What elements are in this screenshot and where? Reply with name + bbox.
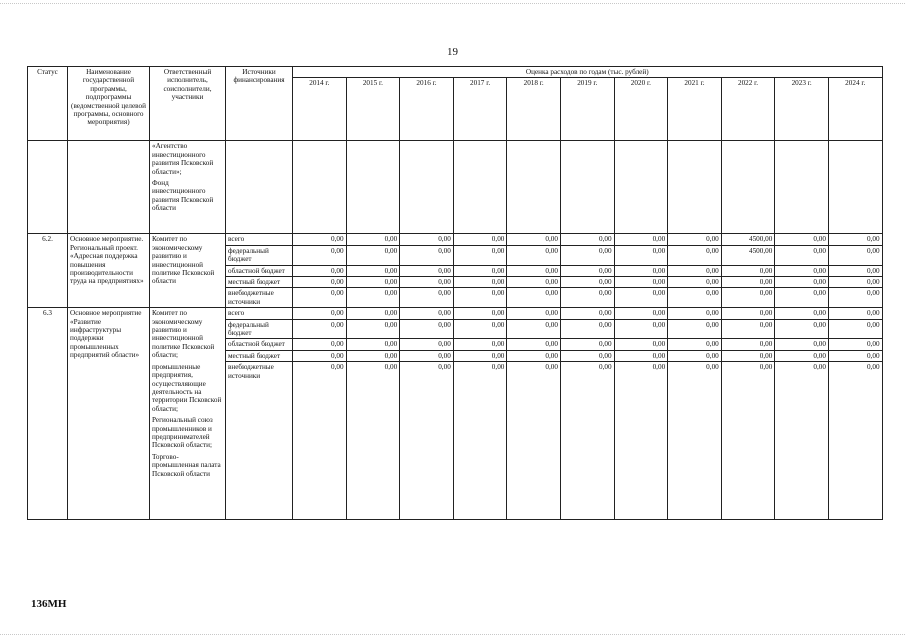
amount-cell: 0,00: [614, 339, 668, 350]
amount-cell: 0,00: [507, 234, 561, 245]
amount-cell: 0,00: [828, 265, 882, 276]
amount-cell: 0,00: [828, 339, 882, 350]
amount-cell: 0,00: [828, 288, 882, 308]
amount-cell: 0,00: [560, 339, 614, 350]
amount-cell: 0,00: [614, 308, 668, 319]
header-executor: Ответственный исполнитель, соисполнители, участники: [150, 67, 226, 141]
amount-cell: 0,00: [293, 234, 347, 245]
funding-source: федеральный бюджет: [226, 245, 293, 265]
amount-cell: 0,00: [614, 350, 668, 361]
participant-text: Региональный союз промышленников и предпринимателей Псковской области;: [152, 416, 213, 450]
header-year: 2015 г.: [346, 78, 400, 141]
scan-artifact-top: [0, 3, 905, 5]
amount-cell: 0,00: [453, 288, 507, 308]
amount-cell: 0,00: [614, 265, 668, 276]
amount-cell: 0,00: [400, 234, 454, 245]
amount-cell: 0,00: [293, 288, 347, 308]
participant-text: «Агентство инвестиционного развития Псковской области»;: [152, 142, 214, 176]
amount-cell: 0,00: [828, 350, 882, 361]
row-status: 6.2.: [28, 234, 68, 308]
amount-cell: 0,00: [400, 308, 454, 319]
amount-cell: 0,00: [453, 308, 507, 319]
amount-cell: 0,00: [668, 234, 722, 245]
amount-cell: 4500,00: [721, 245, 775, 265]
table-header-row: [28, 67, 883, 78]
amount-cell: 0,00: [400, 245, 454, 265]
amount-cell: 0,00: [293, 245, 347, 265]
amount-cell: 0,00: [507, 288, 561, 308]
header-year: 2019 г.: [560, 78, 614, 141]
amount-cell: 0,00: [668, 265, 722, 276]
amount-cell: 0,00: [775, 319, 829, 339]
amount-cell: 0,00: [453, 265, 507, 276]
funding-source: местный бюджет: [226, 350, 293, 361]
row-program-name: Основное мероприятие. Региональный проект. «Адресная поддержка повышения производительности труда на предприятиях»: [68, 234, 150, 308]
amount-cell: 0,00: [775, 308, 829, 319]
amount-cell: 0,00: [560, 234, 614, 245]
amount-cell: 0,00: [560, 265, 614, 276]
table-row: [28, 234, 883, 245]
amount-cell: 0,00: [453, 362, 507, 520]
header-program-name: Наименование государственной программы, подпрограммы (ведомственной целевой программы, основного мероприятия): [68, 67, 150, 141]
row-participants: [150, 234, 226, 308]
amount-cell: 4500,00: [721, 234, 775, 245]
amount-cell: 0,00: [668, 277, 722, 288]
amount-cell: 0,00: [453, 339, 507, 350]
amount-cell: 0,00: [560, 288, 614, 308]
header-year: 2016 г.: [400, 78, 454, 141]
amount-cell: 0,00: [828, 308, 882, 319]
amount-cell: 0,00: [453, 234, 507, 245]
amount-cell: 0,00: [614, 277, 668, 288]
amount-cell: 0,00: [775, 362, 829, 520]
amount-cell: 0,00: [775, 350, 829, 361]
amount-cell: 0,00: [721, 288, 775, 308]
row-participants: [150, 308, 226, 520]
amount-cell: 0,00: [668, 350, 722, 361]
participant-text: Торгово-промышленная палата Псковской области: [152, 452, 221, 478]
amount-cell: 0,00: [400, 288, 454, 308]
amount-cell: 0,00: [453, 245, 507, 265]
amount-cell: 0,00: [400, 319, 454, 339]
amount-cell: 0,00: [507, 350, 561, 361]
amount-cell: 0,00: [346, 308, 400, 319]
funding-source: внебюджетные источники: [226, 288, 293, 308]
amount-cell: 0,00: [400, 265, 454, 276]
amount-cell: 0,00: [560, 350, 614, 361]
table-row: [28, 308, 883, 319]
amount-cell: 0,00: [614, 245, 668, 265]
participant-text: промышленные предприятия, осуществляющие деятельность на территории Псковской области;: [152, 362, 222, 413]
header-year: 2018 г.: [507, 78, 561, 141]
amount-cell: 0,00: [614, 288, 668, 308]
amount-cell: 0,00: [828, 234, 882, 245]
amount-cell: 0,00: [775, 265, 829, 276]
amount-cell: 0,00: [614, 234, 668, 245]
amount-cell: 0,00: [560, 319, 614, 339]
amount-cell: 0,00: [400, 277, 454, 288]
amount-cell: 0,00: [507, 265, 561, 276]
amount-cell: 0,00: [453, 350, 507, 361]
amount-cell: 0,00: [668, 339, 722, 350]
amount-cell: 0,00: [668, 288, 722, 308]
header-year: 2020 г.: [614, 78, 668, 141]
funding-source: местный бюджет: [226, 277, 293, 288]
amount-cell: 0,00: [668, 319, 722, 339]
amount-cell: 0,00: [507, 339, 561, 350]
amount-cell: 0,00: [346, 350, 400, 361]
expenditure-table: [27, 66, 883, 520]
amount-cell: 0,00: [507, 319, 561, 339]
header-status: Статус: [28, 67, 68, 141]
amount-cell: 0,00: [721, 308, 775, 319]
header-year: 2014 г.: [293, 78, 347, 141]
amount-cell: 0,00: [668, 245, 722, 265]
amount-cell: 0,00: [346, 362, 400, 520]
amount-cell: 0,00: [400, 350, 454, 361]
amount-cell: 0,00: [346, 277, 400, 288]
header-estimate: Оценка расходов по годам (тыс. рублей): [293, 67, 883, 78]
amount-cell: 0,00: [775, 234, 829, 245]
funding-source: областной бюджет: [226, 339, 293, 350]
amount-cell: 0,00: [293, 339, 347, 350]
header-year: 2017 г.: [453, 78, 507, 141]
header-year: 2024 г.: [828, 78, 882, 141]
funding-source: федеральный бюджет: [226, 319, 293, 339]
scan-artifact-bottom: [0, 634, 905, 636]
amount-cell: 0,00: [668, 362, 722, 520]
amount-cell: 0,00: [453, 277, 507, 288]
amount-cell: 0,00: [614, 362, 668, 520]
funding-source: всего: [226, 234, 293, 245]
funding-source: всего: [226, 308, 293, 319]
participant-text: Комитет по экономическому развитию и инвестиционной политике Псковской области;: [152, 309, 215, 360]
amount-cell: 0,00: [721, 265, 775, 276]
amount-cell: 0,00: [507, 362, 561, 520]
amount-cell: 0,00: [507, 245, 561, 265]
amount-cell: 0,00: [293, 277, 347, 288]
amount-cell: 0,00: [828, 362, 882, 520]
amount-cell: 0,00: [721, 339, 775, 350]
row-program-name: Основное мероприятие «Развитие инфраструктуры поддержки промышленных предприятий области»: [68, 308, 150, 520]
amount-cell: 0,00: [346, 234, 400, 245]
amount-cell: 0,00: [346, 339, 400, 350]
participant-text: Фонд инвестиционного развития Псковской области: [152, 179, 214, 213]
continuation-row: [28, 141, 883, 234]
header-year: 2023 г.: [775, 78, 829, 141]
page-number: 19: [447, 46, 458, 58]
funding-source: внебюджетные источники: [226, 362, 293, 520]
participant-text: Комитет по экономическому развитию и инвестиционной политике Псковской области: [152, 235, 215, 286]
amount-cell: 0,00: [828, 277, 882, 288]
document-code: 136МН: [31, 598, 67, 610]
amount-cell: 0,00: [507, 308, 561, 319]
row-status: 6.3: [28, 308, 68, 520]
amount-cell: 0,00: [721, 362, 775, 520]
amount-cell: 0,00: [560, 245, 614, 265]
continuation-status: [28, 141, 68, 234]
amount-cell: 0,00: [828, 245, 882, 265]
amount-cell: 0,00: [400, 339, 454, 350]
amount-cell: 0,00: [614, 319, 668, 339]
amount-cell: 0,00: [775, 245, 829, 265]
amount-cell: 0,00: [453, 319, 507, 339]
amount-cell: 0,00: [293, 265, 347, 276]
amount-cell: 0,00: [721, 319, 775, 339]
amount-cell: 0,00: [507, 277, 561, 288]
amount-cell: 0,00: [346, 245, 400, 265]
amount-cell: 0,00: [721, 350, 775, 361]
amount-cell: 0,00: [775, 288, 829, 308]
funding-source: областной бюджет: [226, 265, 293, 276]
continuation-participants: [150, 141, 226, 234]
header-year: 2021 г.: [668, 78, 722, 141]
header-funding: Источники финансирования: [226, 67, 293, 141]
amount-cell: 0,00: [775, 277, 829, 288]
amount-cell: 0,00: [293, 319, 347, 339]
amount-cell: 0,00: [560, 277, 614, 288]
continuation-name: [68, 141, 150, 234]
amount-cell: 0,00: [775, 339, 829, 350]
amount-cell: 0,00: [400, 362, 454, 520]
amount-cell: 0,00: [828, 319, 882, 339]
amount-cell: 0,00: [346, 319, 400, 339]
amount-cell: 0,00: [560, 362, 614, 520]
amount-cell: 0,00: [560, 308, 614, 319]
amount-cell: 0,00: [346, 288, 400, 308]
header-year: 2022 г.: [721, 78, 775, 141]
amount-cell: 0,00: [293, 350, 347, 361]
continuation-source: [226, 141, 293, 234]
amount-cell: 0,00: [293, 308, 347, 319]
amount-cell: 0,00: [293, 362, 347, 520]
amount-cell: 0,00: [721, 277, 775, 288]
amount-cell: 0,00: [668, 308, 722, 319]
amount-cell: 0,00: [346, 265, 400, 276]
